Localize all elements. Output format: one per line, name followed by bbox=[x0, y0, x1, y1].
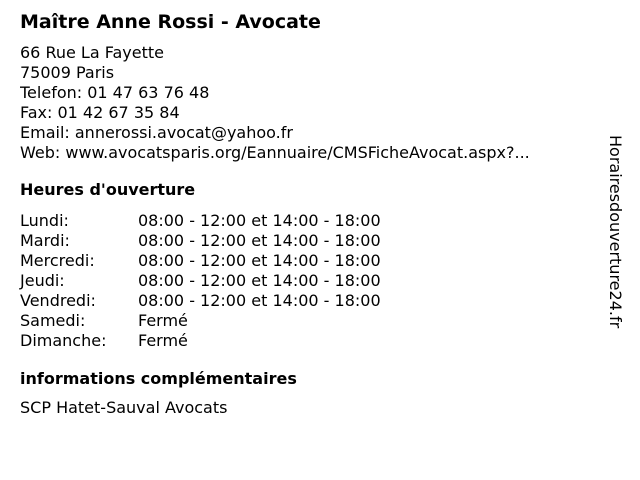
email-address: Email: annerossi.avocat@yahoo.fr bbox=[20, 123, 293, 142]
site-watermark: Horairesdouverture24.fr bbox=[606, 135, 625, 329]
city-address: 75009 Paris bbox=[20, 63, 115, 82]
website-url: Web: www.avocatsparis.org/Eannuaire/CMSFicheAvocat.aspx?... bbox=[20, 143, 530, 162]
info-text: SCP Hatet-Sauval Avocats bbox=[20, 398, 228, 417]
day-label: Vendredi: bbox=[20, 291, 96, 310]
address-block bbox=[20, 43, 605, 163]
hours-row-mercredi bbox=[20, 251, 605, 271]
page-title: Maître Anne Rossi - Avocate bbox=[20, 11, 321, 33]
hours-row-lundi bbox=[20, 211, 605, 231]
info-heading: informations complémentaires bbox=[20, 369, 297, 388]
hours-row-mardi bbox=[20, 231, 605, 251]
day-hours: 08:00 - 12:00 et 14:00 - 18:00 bbox=[138, 271, 381, 290]
hours-row-vendredi bbox=[20, 291, 605, 311]
hours-row-jeudi bbox=[20, 271, 605, 291]
hours-row-samedi bbox=[20, 311, 605, 331]
day-label: Dimanche: bbox=[20, 331, 107, 350]
fax-number: Fax: 01 42 67 35 84 bbox=[20, 103, 180, 122]
day-label: Lundi: bbox=[20, 211, 69, 230]
day-hours: 08:00 - 12:00 et 14:00 - 18:00 bbox=[138, 231, 381, 250]
day-hours: 08:00 - 12:00 et 14:00 - 18:00 bbox=[138, 211, 381, 230]
day-hours: 08:00 - 12:00 et 14:00 - 18:00 bbox=[138, 291, 381, 310]
day-label: Mercredi: bbox=[20, 251, 95, 270]
day-hours: Fermé bbox=[138, 311, 188, 330]
phone-number: Telefon: 01 47 63 76 48 bbox=[20, 83, 210, 102]
day-label: Samedi: bbox=[20, 311, 86, 330]
hours-row-dimanche bbox=[20, 331, 605, 351]
day-hours: Fermé bbox=[138, 331, 188, 350]
business-card bbox=[20, 9, 605, 418]
street-address: 66 Rue La Fayette bbox=[20, 43, 164, 62]
day-hours: 08:00 - 12:00 et 14:00 - 18:00 bbox=[138, 251, 381, 270]
day-label: Mardi: bbox=[20, 231, 70, 250]
hours-table bbox=[20, 211, 605, 351]
day-label: Jeudi: bbox=[20, 271, 65, 290]
hours-heading: Heures d'ouverture bbox=[20, 180, 196, 199]
